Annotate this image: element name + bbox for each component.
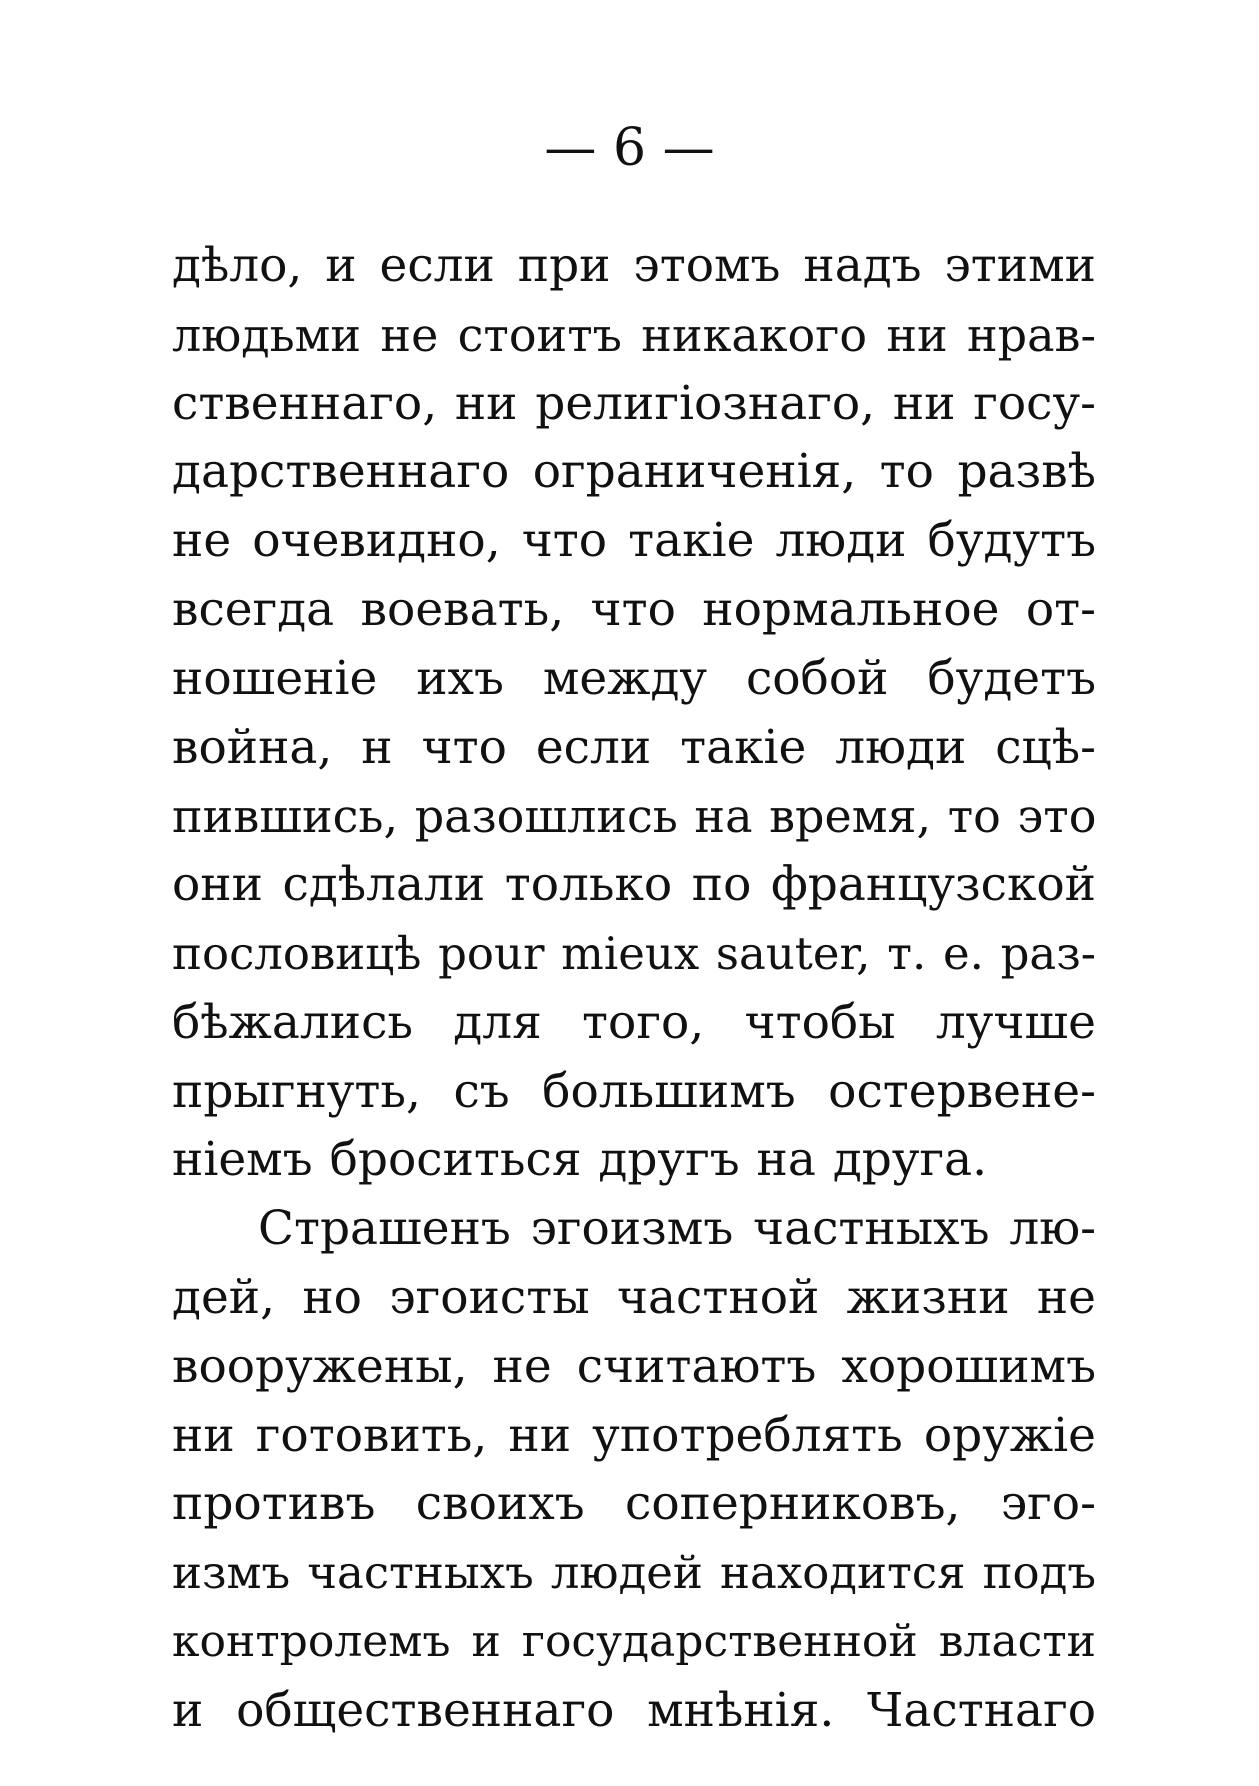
text-line: людьми не стоитъ никакого ни нрав- bbox=[172, 307, 1096, 362]
text-line: всегда воевать, что нормальное от- bbox=[172, 581, 1096, 637]
paragraph-end-line: ніемъ броситься другъ на друга. bbox=[172, 1132, 988, 1188]
text-line: измъ частныхъ людей находится подъ bbox=[172, 1546, 1096, 1600]
text-line: не очевидно, что такіе люди будутъ bbox=[172, 513, 1096, 569]
body-text bbox=[172, 232, 1096, 1746]
text-line: дѣло, и если при этомъ надъ этими bbox=[172, 238, 1096, 293]
text-line: контролемъ и государственной власти bbox=[172, 1615, 1096, 1667]
text-line: прыгнуть, съ большимъ остервене- bbox=[172, 1063, 1096, 1119]
text-line: ственнаго, ни религіознаго, ни госу- bbox=[172, 375, 1096, 431]
text-line: противъ своихъ соперниковъ, эго- bbox=[172, 1476, 1096, 1532]
text-line: ношеніе ихъ между собой будетъ bbox=[172, 650, 1096, 706]
text-line: они сдѣлали только по французской bbox=[172, 857, 1096, 913]
text-line: дарственнаго ограниченія, то развѣ bbox=[172, 444, 1096, 500]
text-line: ни готовить, ни употреблять оружіе bbox=[172, 1407, 1096, 1463]
text-line: вооружены, не считаютъ хорошимъ bbox=[172, 1338, 1096, 1394]
text-line: и общественнаго мнѣнія. Частнаго bbox=[172, 1682, 1096, 1738]
text-line: война, н что если такіе люди сцѣ- bbox=[172, 719, 1096, 775]
text-line: пившись, разошлись на время, то это bbox=[172, 789, 1097, 844]
page-number: — 6 — bbox=[544, 118, 715, 178]
text-line: дей, но эгоисты частной жизни не bbox=[172, 1269, 1096, 1325]
paragraph-start-line: Страшенъ эгоизмъ частныхъ лю- bbox=[258, 1201, 1096, 1257]
text-line: пословицѣ pour mieux sauter, т. е. раз- bbox=[172, 926, 1096, 980]
text-line: бѣжались для того, чтобы лучше bbox=[172, 994, 1096, 1050]
